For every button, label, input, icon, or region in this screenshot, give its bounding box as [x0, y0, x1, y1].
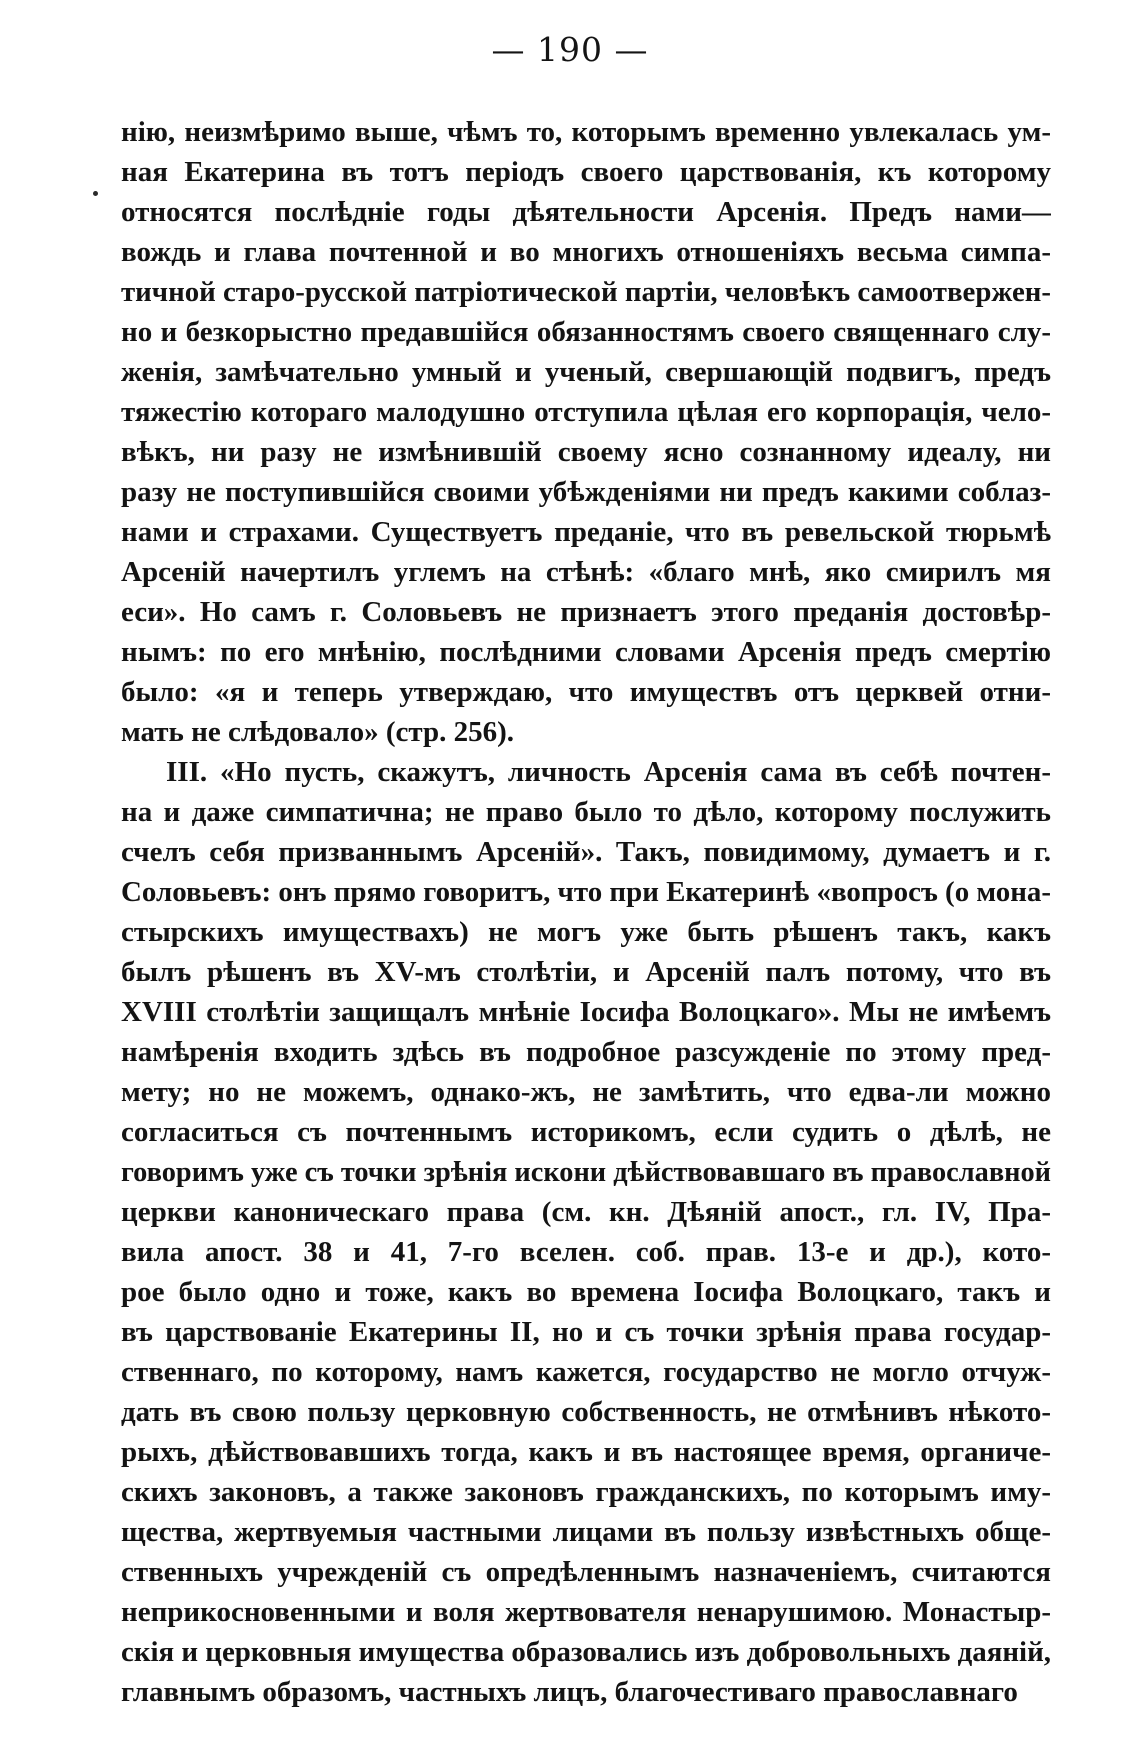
text-line: но и безкорыстно предавшійся обязанностямъ своего священнаго слу- — [121, 316, 1051, 348]
text-line: говоримъ уже съ точки зрѣнія искони дѣйствовавшаго въ православной — [121, 1156, 1051, 1188]
text-line: неприкосновенными и воля жертвователя ненарушимою. Монастыр- — [121, 1596, 1051, 1628]
text-line: вождь и глава почтенной и во многихъ отношеніяхъ весьма симпа- — [121, 236, 1051, 268]
text-line: вила апост. 38 и 41, 7-го вселен. соб. прав. 13-е и др.), кото- — [121, 1236, 1051, 1268]
text-line: мету; но не можемъ, однако-жъ, не замѣтить, что едва-ли можно — [121, 1076, 1051, 1108]
text-line: нами и страхами. Существуетъ преданіе, что въ ревельской тюрьмѣ — [121, 516, 1051, 548]
text-line: Соловьевъ: онъ прямо говоритъ, что при Екатеринѣ «вопросъ (о мона- — [121, 876, 1051, 908]
text-line: Арсеній начертилъ углемъ на стѣнѣ: «благо мнѣ, яко смирилъ мя — [121, 556, 1051, 588]
print-speck — [93, 191, 98, 196]
text-line: ная Екатерина въ тотъ періодъ своего царствованія, къ которому — [121, 156, 1051, 188]
text-line: XVIII столѣтіи защищалъ мнѣніе Іосифа Волоцкаго». Мы не имѣемъ — [121, 996, 1051, 1028]
text-line: нымъ: по его мнѣнію, послѣдними словами Арсенія предъ смертію — [121, 636, 1051, 668]
text-line: III. «Но пусть, скажутъ, личность Арсенія сама въ себѣ почтен- — [166, 756, 1051, 788]
text-line: счелъ себя призваннымъ Арсеній». Такъ, повидимому, думаетъ и г. — [121, 836, 1051, 868]
text-line: относятся послѣдніе годы дѣятельности Арсенія. Предъ нами— — [121, 196, 1051, 228]
text-line: ственнаго, по которому, намъ кажется, государство не могло отчуж- — [121, 1356, 1051, 1388]
page-number: — 190 — — [491, 30, 649, 69]
text-line: скихъ законовъ, а также законовъ гражданскихъ, по которымъ иму- — [121, 1476, 1051, 1508]
text-line: церкви каноническаго права (см. кн. Дѣяній апост., гл. IV, Пра- — [121, 1196, 1051, 1228]
text-line: дать въ свою пользу церковную собственность, не отмѣнивъ нѣкото- — [121, 1396, 1051, 1428]
text-line: щества, жертвуемыя частными лицами въ пользу извѣстныхъ обще- — [121, 1516, 1051, 1548]
text-line: скія и церковныя имущества образовались изъ добровольныхъ даяній, — [121, 1636, 1051, 1668]
text-line: вѣкъ, ни разу не измѣнившій своему ясно сознанному идеалу, ни — [121, 436, 1051, 468]
text-line: мать не слѣдовало» (стр. 256). — [121, 716, 515, 748]
text-line: въ царствованіе Екатерины II, но и съ точки зрѣнія права государ- — [121, 1316, 1051, 1348]
text-line: рыхъ, дѣйствовавшихъ тогда, какъ и въ настоящее время, органиче- — [121, 1436, 1051, 1468]
text-line: главнымъ образомъ, частныхъ лицъ, благочестиваго православнаго — [121, 1676, 1018, 1708]
text-line: разу не поступившійся своими убѣжденіями ни предъ какими соблаз- — [121, 476, 1051, 508]
body-text — [121, 112, 1051, 1712]
text-line: ственныхъ учрежденій съ опредѣленнымъ назначеніемъ, считаются — [121, 1556, 1051, 1588]
text-line: на и даже симпатична; не право было то дѣло, которому послужить — [121, 796, 1051, 828]
text-line: было: «я и теперь утверждаю, что имуществъ отъ церквей отни- — [121, 676, 1051, 708]
text-line: женія, замѣчательно умный и ученый, свершающій подвигъ, предъ — [121, 356, 1051, 388]
text-line: еси». Но самъ г. Соловьевъ не признаетъ этого преданія достовѣр- — [121, 596, 1051, 628]
text-line: былъ рѣшенъ въ XV-мъ столѣтіи, и Арсеній палъ потому, что въ — [121, 956, 1051, 988]
text-line: рое было одно и тоже, какъ во времена Іосифа Волоцкаго, такъ и — [121, 1276, 1051, 1308]
text-line: тичной старо-русской патріотической партіи, человѣкъ самоотвержен- — [121, 276, 1051, 308]
text-line: тяжестію котораго малодушно отступила цѣлая его корпорація, чело- — [121, 396, 1051, 428]
text-line: стырскихъ имуществахъ) не могъ уже быть рѣшенъ такъ, какъ — [121, 916, 1051, 948]
text-line: согласиться съ почтеннымъ историкомъ, если судить о дѣлѣ, не — [121, 1116, 1051, 1148]
text-line: намѣренія входить здѣсь въ подробное разсужденіе по этому пред- — [121, 1036, 1051, 1068]
text-line: нію, неизмѣримо выше, чѣмъ то, которымъ временно увлекалась ум- — [121, 116, 1051, 148]
